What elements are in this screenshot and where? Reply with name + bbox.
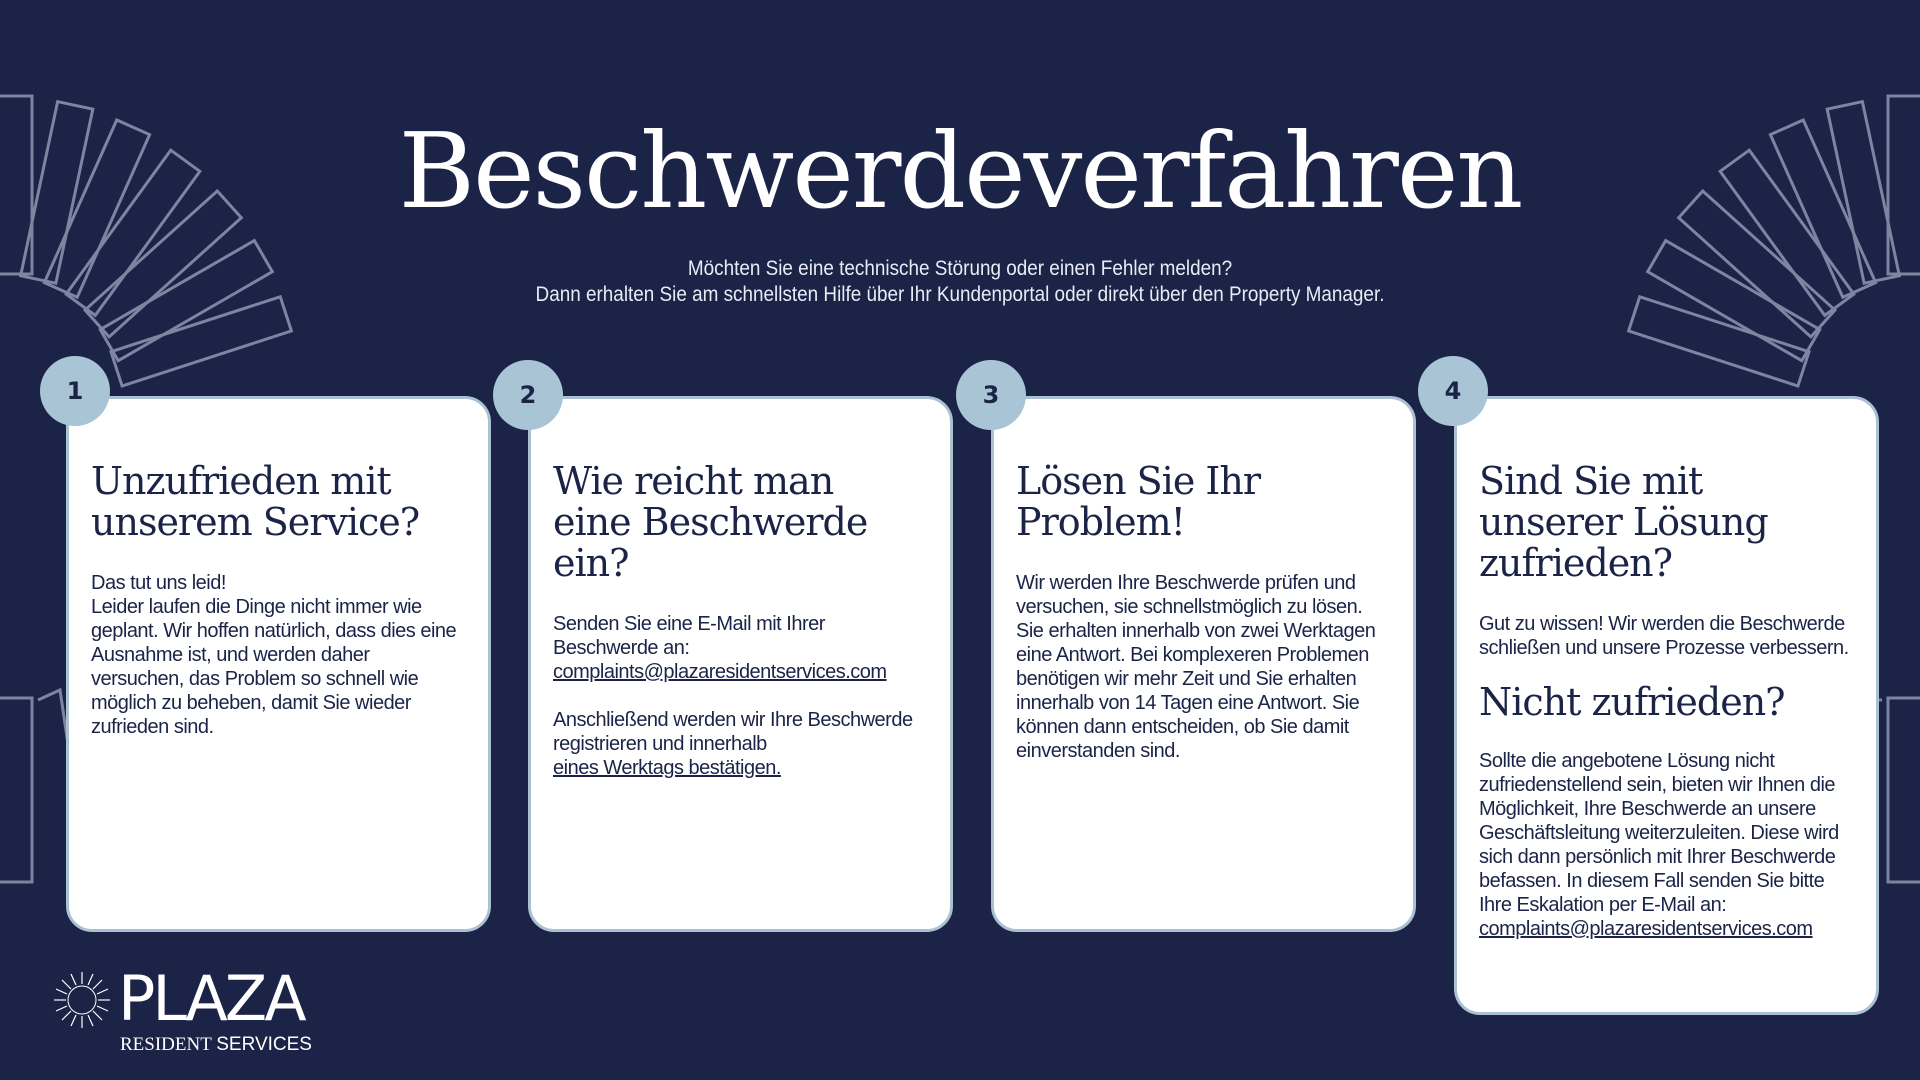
card-body [91, 571, 466, 739]
step-badge-1: 1 [40, 356, 110, 426]
page-subtitle [0, 256, 1920, 308]
card-body-second [553, 708, 928, 780]
card-heading-line: unserer Lösung [1479, 500, 1768, 544]
step-badge-2: 2 [493, 360, 563, 430]
subtitle-line-1: Möchten Sie eine technische Störung oder einen Fehler melden? [687, 257, 1233, 280]
logo-tagline-left: RESIDENT [120, 1034, 212, 1055]
plaza-logo [52, 962, 312, 1062]
subtitle-line-2: Dann erhalten Sie am schnellsten Hilfe über Ihr Kundenportal oder direkt über den Property Manager. [535, 283, 1385, 306]
card-heading-line: Unzufrieden mit [91, 459, 391, 503]
logo-wordmark: PLAZA [118, 962, 304, 1035]
step-card-4 [1454, 396, 1879, 1015]
card-body-text: Anschließend werden wir Ihre Beschwerde registrieren und innerhalb [553, 709, 913, 755]
card-body: Gut zu wissen! Wir werden die Beschwerde schließen und unsere Prozesse verbessern. [1479, 613, 1849, 659]
card-body [553, 612, 928, 684]
card-heading [91, 461, 466, 543]
card-body-text: Leider laufen die Dinge nicht immer wie geplant. Wir hoffen natürlich, dass dies eine Ausnahme ist, und werden daher versuchen, das Problem so schnell wie möglich zu beheben, damit Sie wieder zufrieden sind. [91, 596, 457, 738]
card-heading-line: Sind Sie mit [1479, 459, 1703, 503]
card-body-second [1479, 749, 1854, 941]
step-badge-3: 3 [956, 360, 1026, 430]
step-card-1 [66, 396, 491, 932]
complaints-email-link[interactable]: complaints@plazaresidentservices.com [553, 661, 887, 683]
card-body-text: Senden Sie eine E-Mail mit Ihrer Beschwerde an: [553, 613, 825, 659]
card-heading-line: unserem Service? [91, 500, 420, 544]
card-body: Wir werden Ihre Beschwerde prüfen und versuchen, sie schnellstmöglich zu lösen. Sie erhalten innerhalb von zwei Werktagen eine Antwort. Bei komplexeren Problemen benötigen wir mehr Zeit und Sie erhalten innerhalb von 14 Tagen eine Antwort. Sie können dann entscheiden, ob Sie damit einverstanden sind. [1016, 572, 1376, 762]
step-badge-4: 4 [1418, 356, 1488, 426]
card-body-text: Sollte die angebotene Lösung nicht zufriedenstellend sein, bieten wir Ihnen die Möglichkeit, Ihre Beschwerde an unsere Geschäftsleitung weiterzuleiten. Diese wird sich dann persönlich mit Ihrer Beschwerde befassen. In diesem Fall senden Sie bitte Ihre Eskalation per E-Mail an: [1479, 750, 1839, 916]
step-card-2 [528, 396, 953, 932]
card-heading-line: Wie reicht man [553, 459, 834, 503]
page-title: Beschwerdeverfahren [398, 110, 1522, 232]
logo-tagline-right: SERVICES [216, 1034, 312, 1055]
card-heading [553, 461, 928, 584]
card-heading-line: eine Beschwerde ein? [553, 500, 868, 585]
card-heading-line: zufrieden? [1479, 541, 1673, 585]
card-heading-line: Lösen Sie Ihr [1016, 459, 1261, 503]
card-heading-line: Problem! [1016, 500, 1185, 544]
card-heading [1479, 461, 1854, 584]
escalation-email-link[interactable]: complaints@plazaresidentservices.com [1479, 918, 1813, 940]
logo-tagline [120, 1034, 312, 1056]
card-heading [1016, 461, 1391, 543]
confirmation-link[interactable]: eines Werktags bestätigen. [553, 757, 781, 779]
card-body-intro: Das tut uns leid! [91, 572, 226, 594]
card-subheading: Nicht zufrieden? [1479, 680, 1785, 724]
step-card-3 [991, 396, 1416, 932]
sunburst-logo-icon [52, 970, 112, 1030]
